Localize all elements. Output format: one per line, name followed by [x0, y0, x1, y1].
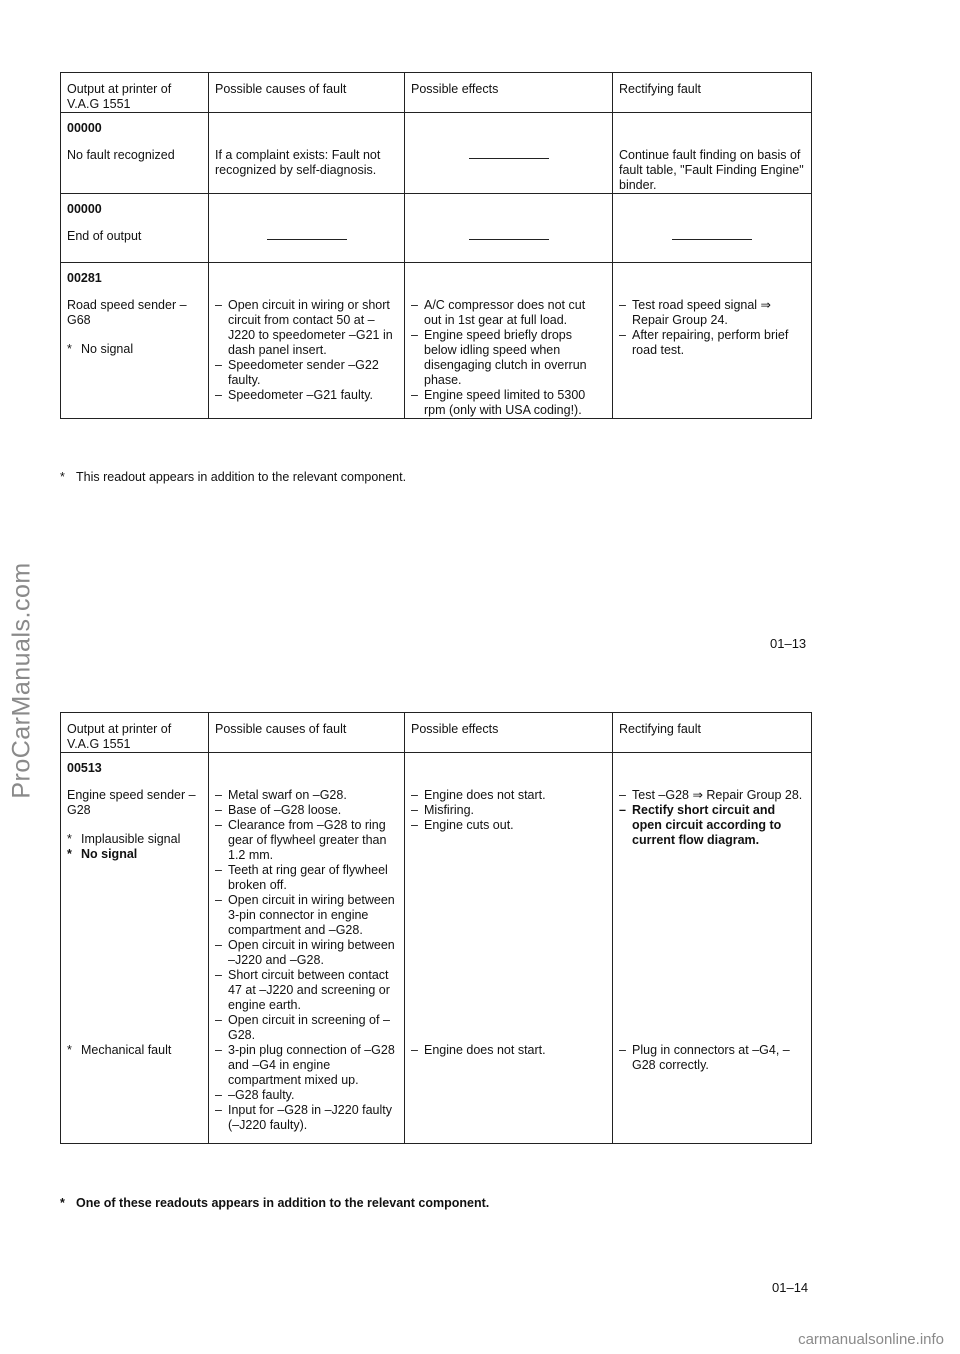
list-item: – Speedometer –G21 faulty.	[215, 388, 398, 403]
list-item: – Base of –G28 loose.	[215, 803, 398, 818]
list-item: – A/C compressor does not cut out in 1st gear at full load.	[411, 298, 606, 328]
side-watermark-text: ProCarManuals.com	[7, 561, 36, 799]
list-item: – Teeth at ring gear of flywheel broken off.	[215, 863, 398, 893]
empty-dash	[267, 239, 347, 240]
table-row	[61, 286, 812, 419]
table-row	[61, 194, 812, 218]
table-row	[61, 263, 812, 287]
fault-code: 00000	[67, 202, 102, 216]
list-item: – Engine does not start.	[411, 788, 606, 803]
list-item: – Test –G28 ⇒ Repair Group 28.	[619, 788, 805, 803]
table-row	[61, 776, 812, 1043]
list-item: – –G28 faulty.	[215, 1088, 398, 1103]
causes-list	[215, 788, 398, 1043]
rectify-list	[619, 788, 805, 848]
list-item: – 3-pin plug connection of –G28 and –G4 in engine compartment mixed up.	[215, 1043, 398, 1088]
page-number-1: 01–13	[770, 636, 807, 651]
fault-table-page-1	[60, 72, 812, 419]
fault-note: * Implausible signal	[67, 832, 202, 847]
fault-code: 00281	[67, 271, 102, 285]
footnote-text: One of these readouts appears in addition to the relevant component.	[76, 1196, 490, 1210]
header-effects: Possible effects	[405, 73, 613, 113]
list-item: – Plug in connectors at –G4, –G28 correctly.	[619, 1043, 805, 1073]
rectify-list	[619, 298, 805, 358]
list-item: – Clearance from –G28 to ring gear of flywheel greater than 1.2 mm.	[215, 818, 398, 863]
fault-name: End of output	[67, 229, 142, 243]
fault-name: No fault recognized	[67, 148, 175, 162]
empty-dash	[672, 239, 752, 240]
fault-name: Engine speed sender –G28	[67, 788, 196, 817]
causes-list	[215, 1043, 398, 1133]
list-item: – Open circuit in wiring between 3-pin connector in engine compartment and –G28.	[215, 893, 398, 938]
fault-note: * No signal	[67, 342, 202, 357]
footnote-text: This readout appears in addition to the relevant component.	[76, 470, 407, 484]
footnote-page-2: * One of these readouts appears in addition to the relevant component.	[60, 1196, 490, 1210]
fault-causes: If a complaint exists: Fault not recognized by self-diagnosis.	[215, 148, 381, 177]
empty-dash	[469, 239, 549, 240]
effects-list	[411, 298, 606, 418]
table-row	[61, 217, 812, 263]
fault-name: Road speed sender –G68	[67, 298, 187, 327]
header-rectifying: Rectifying fault	[613, 713, 812, 753]
list-item: – Test road speed signal ⇒ Repair Group 24.	[619, 298, 805, 328]
list-item: – Open circuit in wiring between –J220 and –G28.	[215, 938, 398, 968]
fault-note: * Mechanical fault	[67, 1043, 202, 1058]
header-rectifying: Rectifying fault	[613, 73, 812, 113]
list-item: – Engine speed briefly drops below idling speed when disengaging clutch in overrun phase.	[411, 328, 606, 388]
list-item: – After repairing, perform brief road test.	[619, 328, 805, 358]
effects-list	[411, 1043, 606, 1058]
list-item: – Engine speed limited to 5300 rpm (only with USA coding!).	[411, 388, 606, 418]
table-row	[61, 753, 812, 777]
footnote-page-1: * This readout appears in addition to the relevant component.	[60, 470, 407, 484]
list-item: – Engine cuts out.	[411, 818, 606, 833]
header-causes: Possible causes of fault	[209, 73, 405, 113]
table-header-row	[61, 73, 812, 113]
effects-list	[411, 788, 606, 833]
list-item: – Short circuit between contact 47 at –J220 and screening or engine earth.	[215, 968, 398, 1013]
list-item: – Rectify short circuit and open circuit according to current flow diagram.	[619, 803, 805, 848]
table-header-row	[61, 713, 812, 753]
causes-list	[215, 298, 398, 403]
list-item: – Open circuit in screening of –G28.	[215, 1013, 398, 1043]
list-item: – Metal swarf on –G28.	[215, 788, 398, 803]
empty-dash	[469, 158, 549, 159]
rectify-list	[619, 1043, 805, 1073]
list-item: – Speedometer sender –G22 faulty.	[215, 358, 398, 388]
bottom-watermark: carmanualsonline.info	[798, 1331, 944, 1348]
table-row	[61, 1043, 812, 1144]
header-causes: Possible causes of fault	[209, 713, 405, 753]
fault-code: 00513	[67, 761, 102, 775]
fault-rectify: Continue fault finding on basis of fault table, "Fault Finding Engine" binder.	[619, 148, 804, 192]
list-item: – Open circuit in wiring or short circuit from contact 50 at –J220 to speedometer –G21 in dash panel insert.	[215, 298, 398, 358]
list-item: – Misfiring.	[411, 803, 606, 818]
side-watermark	[4, 560, 40, 800]
list-item: – Input for –G28 in –J220 faulty (–J220 faulty).	[215, 1103, 398, 1133]
fault-note: * No signal	[67, 847, 202, 862]
fault-code: 00000	[67, 121, 102, 135]
header-output: Output at printer of V.A.G 1551	[61, 713, 209, 753]
list-item: – Engine does not start.	[411, 1043, 606, 1058]
header-effects: Possible effects	[405, 713, 613, 753]
table-row	[61, 113, 812, 137]
table-row	[61, 136, 812, 194]
fault-table-page-2	[60, 712, 812, 1144]
header-output: Output at printer of V.A.G 1551	[61, 73, 209, 113]
page-number-2: 01–14	[772, 1280, 809, 1295]
